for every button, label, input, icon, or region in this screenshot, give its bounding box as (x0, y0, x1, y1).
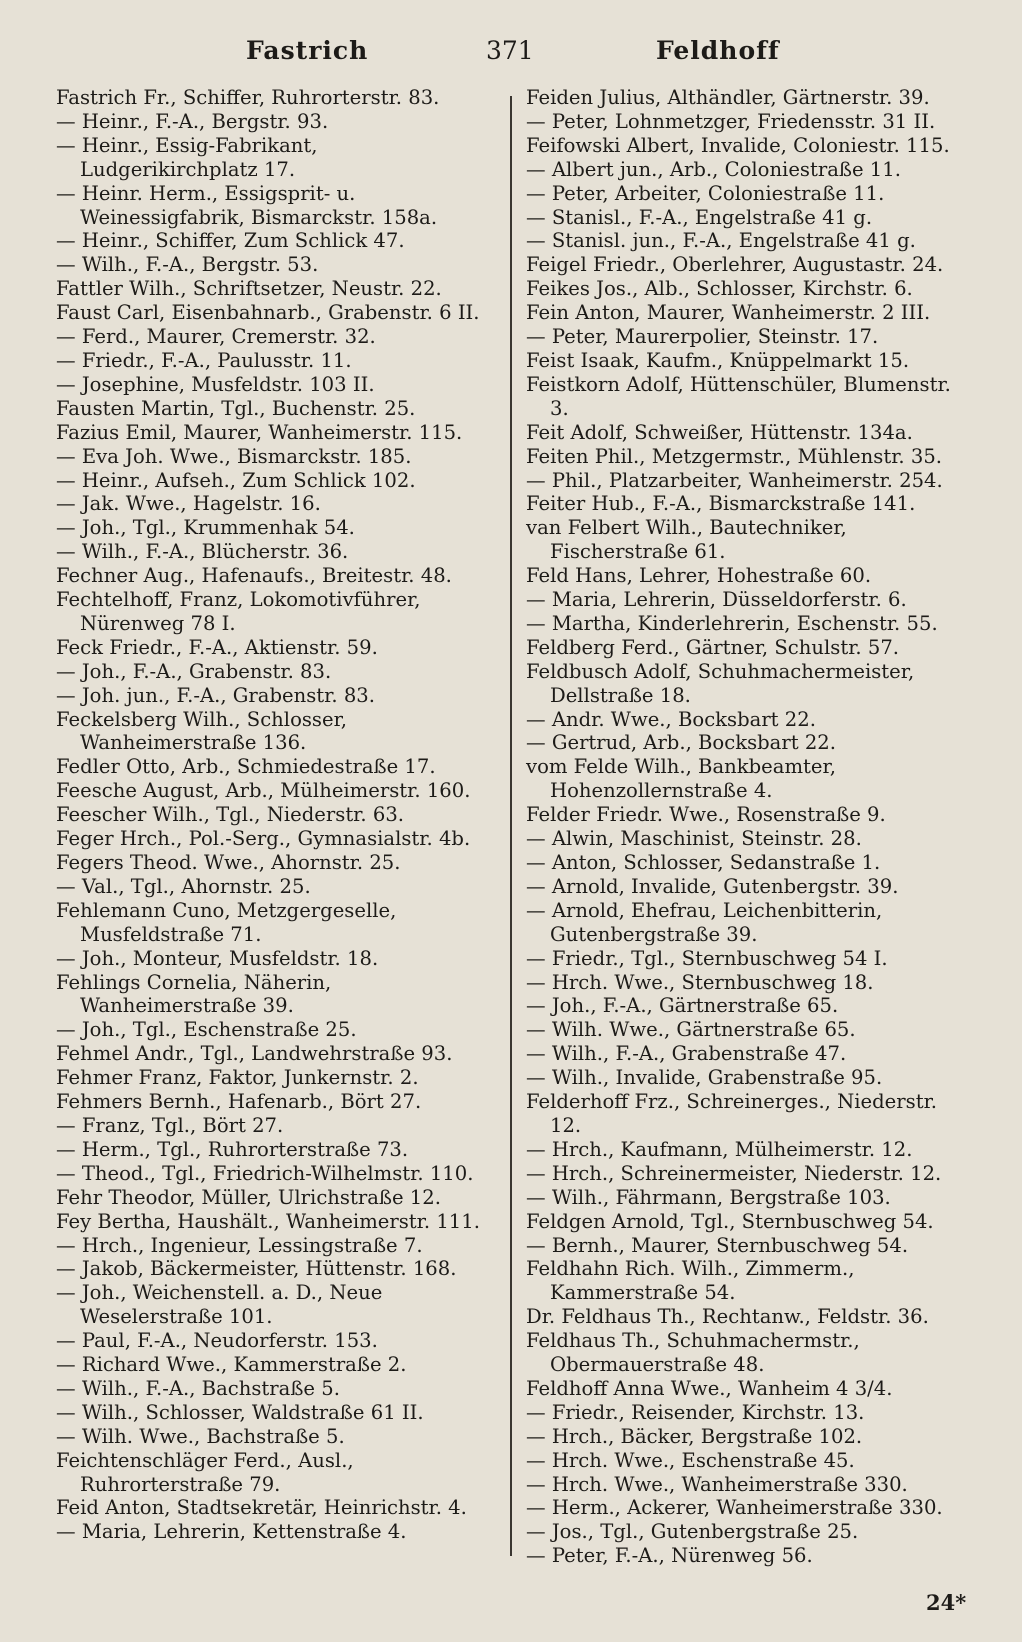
directory-entry: Feldgen Arnold, Tgl., Sternbuschweg 54. (526, 1209, 934, 1233)
directory-entry: — Val., Tgl., Ahornstr. 25. (56, 874, 311, 898)
directory-entry: Fey Bertha, Haushält., Wanheimerstr. 111. (56, 1209, 480, 1233)
directory-entry: — Jak. Wwe., Hagelstr. 16. (56, 492, 321, 516)
directory-entry: Feldberg Ferd., Gärtner, Schulstr. 57. (526, 635, 900, 659)
directory-entry: Fedler Otto, Arb., Schmiedestraße 17. (56, 755, 436, 779)
directory-entry: Fehlemann Cuno, Metzgergeselle, Musfeldstraße 71. (56, 898, 397, 946)
directory-entry: — Ferd., Maurer, Cremerstr. 32. (56, 325, 376, 349)
directory-entry: vom Felde Wilh., Bankbeamter, Hohenzollernstraße 4. (526, 755, 836, 803)
directory-entry: — Hrch. Wwe., Wanheimerstraße 330. (526, 1472, 908, 1496)
directory-entry: — Joh., Tgl., Eschenstraße 25. (56, 1018, 357, 1042)
directory-entry: — Bernh., Maurer, Sternbuschweg 54. (526, 1233, 909, 1257)
directory-entry: — Stanisl., F.-A., Engelstraße 41 g. (526, 205, 873, 229)
page-header (56, 36, 966, 70)
directory-entry: — Theod., Tgl., Friedrich-Wilhelmstr. 110. (56, 1161, 474, 1185)
directory-entry: — Josephine, Musfeldstr. 103 II. (56, 372, 375, 396)
directory-entry: — Eva Joh. Wwe., Bismarckstr. 185. (56, 444, 412, 468)
header-right-keyword: Feldhoff (656, 36, 780, 65)
directory-entry: Feescher Wilh., Tgl., Niederstr. 63. (56, 803, 405, 827)
directory-entry: — Wilh., F.-A., Bergstr. 53. (56, 253, 319, 277)
directory-entry: — Hrch., Ingenieur, Lessingstraße 7. (56, 1233, 423, 1257)
directory-entry: Fattler Wilh., Schriftsetzer, Neustr. 22. (56, 277, 442, 301)
directory-entry: Fehmer Franz, Faktor, Junkernstr. 2. (56, 1066, 419, 1090)
directory-entry: — Andr. Wwe., Bocksbart 22. (526, 707, 816, 731)
directory-entry: — Wilh. Wwe., Gärtnerstraße 65. (526, 1018, 856, 1042)
directory-entry: Feifowski Albert, Invalide, Coloniestr. 115. (526, 133, 950, 157)
directory-entry: — Friedr., Tgl., Sternbuschweg 54 I. (526, 946, 888, 970)
directory-entry: Fausten Martin, Tgl., Buchenstr. 25. (56, 396, 416, 420)
directory-entry: Fehmers Bernh., Hafenarb., Bört 27. (56, 1090, 422, 1114)
directory-entry: — Peter, Lohnmetzger, Friedensstr. 31 II. (526, 109, 936, 133)
directory-entry: — Martha, Kinderlehrerin, Eschenstr. 55. (526, 611, 938, 635)
directory-entry: — Stanisl. jun., F.-A., Engelstraße 41 g. (526, 229, 916, 253)
directory-entry: — Wilh., F.-A., Blücherstr. 36. (56, 540, 349, 564)
directory-entry: Feist Isaak, Kaufm., Knüppelmarkt 15. (526, 348, 910, 372)
directory-entry: — Franz, Tgl., Bört 27. (56, 1113, 284, 1137)
directory-entry: — Jos., Tgl., Gutenbergstraße 25. (526, 1520, 859, 1544)
directory-entry: — Hrch., Bäcker, Bergstraße 102. (526, 1424, 863, 1448)
directory-entry: — Maria, Lehrerin, Düsseldorferstr. 6. (526, 588, 907, 612)
directory-entry: — Hrch., Kaufmann, Mülheimerstr. 12. (526, 1137, 913, 1161)
directory-entry: — Albert jun., Arb., Coloniestraße 11. (526, 157, 901, 181)
directory-entry: — Joh., F.-A., Gärtnerstraße 65. (526, 994, 839, 1018)
directory-entry: van Felbert Wilh., Bautechniker, Fischerstraße 61. (526, 516, 847, 564)
directory-entry: Feger Hrch., Pol.-Serg., Gymnasialstr. 4b. (56, 827, 471, 851)
directory-entry: Feit Adolf, Schweißer, Hüttenstr. 134a. (526, 420, 913, 444)
directory-entry: Feistkorn Adolf, Hüttenschüler, Blumenstr. 3. (526, 372, 951, 420)
directory-entry: — Alwin, Maschinist, Steinstr. 28. (526, 827, 862, 851)
directory-entry: — Arnold, Ehefrau, Leichenbitterin, Gutenbergstraße 39. (526, 898, 883, 946)
left-column (56, 86, 494, 1544)
directory-entry: — Heinr., F.-A., Bergstr. 93. (56, 109, 329, 133)
directory-entry: — Hrch. Wwe., Eschenstraße 45. (526, 1448, 855, 1472)
directory-entry: Feck Friedr., F.-A., Aktienstr. 59. (56, 635, 378, 659)
directory-entry: — Richard Wwe., Kammerstraße 2. (56, 1353, 407, 1377)
directory-entry: Felderhoff Frz., Schreinerges., Niederstr. 12. (526, 1090, 938, 1137)
directory-entry: Feldbusch Adolf, Schuhmachermeister, Dellstraße 18. (526, 659, 915, 707)
directory-entry: Felder Friedr. Wwe., Rosenstraße 9. (526, 803, 886, 827)
directory-entry: Faust Carl, Eisenbahnarb., Grabenstr. 6 II. (56, 301, 480, 325)
directory-entry: — Herm., Ackerer, Wanheimerstraße 330. (526, 1496, 943, 1520)
directory-entry: — Peter, Maurerpolier, Steinstr. 17. (526, 325, 879, 349)
directory-entry: — Friedr., F.-A., Paulusstr. 11. (56, 348, 352, 372)
directory-entry: — Joh., Weichenstell. a. D., Neue Weselerstraße 101. (56, 1281, 383, 1329)
directory-entry: — Heinr., Schiffer, Zum Schlick 47. (56, 229, 405, 253)
directory-entry: Feesche August, Arb., Mülheimerstr. 160. (56, 779, 471, 803)
directory-entry: Feikes Jos., Alb., Schlosser, Kirchstr. 6. (526, 277, 913, 301)
directory-entry: — Joh., F.-A., Grabenstr. 83. (56, 659, 332, 683)
directory-entry: — Wilh., F.-A., Bachstraße 5. (56, 1376, 340, 1400)
printer-signature: 24* (926, 1590, 967, 1615)
directory-entry: Fehmel Andr., Tgl., Landwehrstraße 93. (56, 1042, 453, 1066)
directory-entry: Fazius Emil, Maurer, Wanheimerstr. 115. (56, 420, 463, 444)
directory-entry: Feldhaus Th., Schuhmachermstr., Obermauerstraße 48. (526, 1329, 860, 1377)
directory-entry: — Wilh. Wwe., Bachstraße 5. (56, 1424, 345, 1448)
directory-entry: — Jakob, Bäckermeister, Hüttenstr. 168. (56, 1257, 457, 1281)
directory-entry: Feiden Julius, Althändler, Gärtnerstr. 39. (526, 86, 930, 109)
directory-entry: Feiter Hub., F.-A., Bismarckstraße 141. (526, 492, 916, 516)
directory-entry: Fechner Aug., Hafenaufs., Breitestr. 48. (56, 564, 452, 588)
directory-entry: Feldhoff Anna Wwe., Wanheim 4 3/4. (526, 1376, 893, 1400)
directory-entry: — Joh. jun., F.-A., Grabenstr. 83. (56, 683, 375, 707)
directory-entry: Feigel Friedr., Oberlehrer, Augustastr. 24. (526, 253, 944, 277)
directory-entry: Feckelsberg Wilh., Schlosser, Wanheimerstraße 136. (56, 707, 348, 755)
directory-entry: Fehr Theodor, Müller, Ulrichstraße 12. (56, 1185, 441, 1209)
directory-entry: — Joh., Tgl., Krummenhak 54. (56, 516, 355, 540)
directory-entry: — Anton, Schlosser, Sedanstraße 1. (526, 851, 881, 874)
directory-entry: — Heinr., Essig-Fabrikant, Ludgerikirchplatz 17. (56, 133, 318, 181)
right-column (526, 86, 966, 1568)
directory-entry: Fastrich Fr., Schiffer, Ruhrorterstr. 83. (56, 86, 440, 109)
directory-entry: — Friedr., Reisender, Kirchstr. 13. (526, 1400, 865, 1424)
directory-entry: Fechtelhoff, Franz, Lokomotivführer, Nürenweg 78 I. (56, 588, 421, 635)
directory-entry: Fehlings Cornelia, Näherin, Wanheimerstraße 39. (56, 970, 332, 1018)
directory-entry: Dr. Feldhaus Th., Rechtanw., Feldstr. 36. (526, 1305, 929, 1329)
directory-entry: — Paul, F.-A., Neudorferstr. 153. (56, 1329, 378, 1353)
directory-entry: — Wilh., Invalide, Grabenstraße 95. (526, 1066, 883, 1090)
directory-entry: — Peter, Arbeiter, Coloniestraße 11. (526, 181, 885, 205)
directory-entry: — Phil., Platzarbeiter, Wanheimerstr. 254. (526, 468, 943, 492)
directory-entry: — Gertrud, Arb., Bocksbart 22. (526, 731, 836, 755)
directory-entry: — Heinr. Herm., Essigsprit- u. Weinessigfabrik, Bismarckstr. 158a. (56, 181, 438, 229)
page-number: 371 (486, 36, 534, 65)
directory-entry: — Hrch., Schreinermeister, Niederstr. 12. (526, 1161, 942, 1185)
directory-entry: — Hrch. Wwe., Sternbuschweg 18. (526, 970, 874, 994)
directory-entry: — Maria, Lehrerin, Kettenstraße 4. (56, 1520, 407, 1544)
directory-entry: Feichtenschläger Ferd., Ausl., Ruhrorterstraße 79. (56, 1448, 354, 1496)
directory-entry: — Herm., Tgl., Ruhrorterstraße 73. (56, 1137, 409, 1161)
directory-entry: — Wilh., Schlosser, Waldstraße 61 II. (56, 1400, 424, 1424)
directory-entry: — Joh., Monteur, Musfeldstr. 18. (56, 946, 379, 970)
directory-entry: Feiten Phil., Metzgermstr., Mühlenstr. 35. (526, 444, 943, 468)
directory-entry: Feid Anton, Stadtsekretär, Heinrichstr. 4. (56, 1496, 467, 1520)
column-divider (510, 96, 512, 1556)
directory-entry: — Peter, F.-A., Nürenweg 56. (526, 1544, 813, 1568)
directory-entry: — Heinr., Aufseh., Zum Schlick 102. (56, 468, 416, 492)
directory-entry: Feldhahn Rich. Wilh., Zimmerm., Kammerstraße 54. (526, 1257, 855, 1305)
directory-entry: Fein Anton, Maurer, Wanheimerstr. 2 III. (526, 301, 931, 325)
directory-entry: Feld Hans, Lehrer, Hohestraße 60. (526, 564, 872, 588)
directory-entry: — Arnold, Invalide, Gutenbergstr. 39. (526, 874, 899, 898)
directory-entry: Fegers Theod. Wwe., Ahornstr. 25. (56, 851, 401, 874)
header-left-keyword: Fastrich (246, 36, 369, 65)
directory-entry: — Wilh., F.-A., Grabenstraße 47. (526, 1042, 847, 1066)
directory-entry: — Wilh., Fährmann, Bergstraße 103. (526, 1185, 891, 1209)
